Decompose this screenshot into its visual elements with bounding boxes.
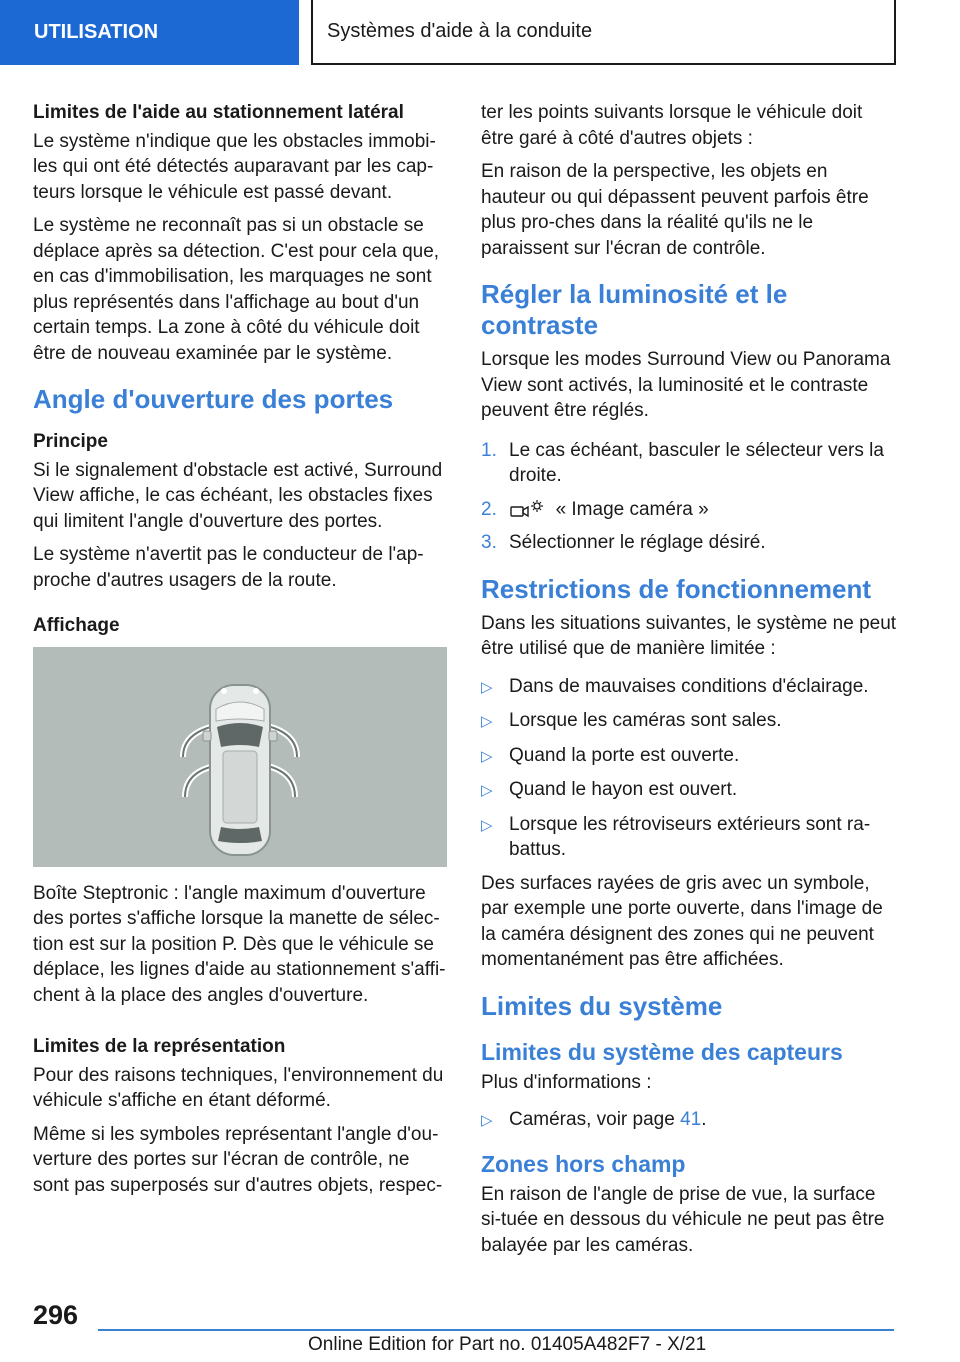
list-item — [481, 674, 897, 701]
list-item — [481, 708, 897, 735]
steps-list — [481, 438, 897, 556]
paragraph: Des surfaces rayées de gris avec un symbole, par exemple une porte ouverte, dans l'image de la caméra désignent des zones qui ne peuvent momentanément pas être affichées. — [481, 872, 883, 970]
camera-settings-icon — [509, 499, 545, 519]
section-title: UTILISATION — [34, 21, 159, 43]
paragraph: Lorsque les modes Surround View ou Panorama View sont activés, la luminosité et le contraste peuvent être réglés. — [481, 349, 891, 421]
page-link[interactable]: 41 — [680, 1109, 702, 1130]
list-item-text: Lorsque les caméras sont sales. — [509, 710, 782, 731]
restrictions-list — [481, 674, 897, 863]
bullet-icon: ▷ — [481, 713, 493, 730]
list-item — [481, 438, 897, 489]
paragraph: Pour des raisons techniques, l'environnement du véhicule s'affiche en étant déformé. — [33, 1064, 444, 1111]
list-item-text: Quand le hayon est ouvert. — [509, 779, 738, 800]
punctuation: . — [701, 1109, 707, 1130]
step-text: Sélectionner le réglage désiré. — [509, 532, 766, 553]
paragraph: Le système ne reconnaît pas si un obstacle se déplace après sa détection. C'est pour cela que, en cas d'immobilisation, les marquages ne sont plus représentés dans l'affichage au bout d'un certain temps. La zone à côté du véhicule doit être de nouveau examinée par le système. — [33, 215, 440, 364]
list-item — [481, 497, 897, 523]
heading-sensor-limits: Limites du système des capteurs — [481, 1038, 843, 1065]
heading-principle: Principe — [33, 431, 108, 452]
heading-side-parking-limits: Limites de l'aide au stationnement latéral — [33, 102, 404, 123]
heading-brightness-contrast: Régler la luminosité et le contraste — [481, 279, 788, 340]
heading-blind-zones: Zones hors champ — [481, 1150, 686, 1177]
bullet-icon: ▷ — [481, 678, 493, 696]
list-item — [481, 530, 897, 556]
paragraph: Même si les symboles représentant l'angle d'ou-verture des portes sur l'écran de contrôle, ne sont pas superposés sur d'autres objets, respec- — [33, 1123, 443, 1196]
car-top-view-icon — [33, 647, 447, 867]
chapter-title: Systèmes d'aide à la conduite — [327, 20, 593, 42]
edition-note: Online Edition for Part no. 01405A482F7 - X/21 — [308, 1334, 707, 1355]
step-text: « Image caméra » — [555, 498, 709, 520]
bullet-icon: ▷ — [481, 747, 493, 765]
paragraph: En raison de la perspective, les objets en hauteur ou qui dépassent peuvent parfois être plus pro-ches dans la réalité qu'ils ne le paraissent sur l'écran de contrôle. — [481, 161, 869, 259]
heading-display: Affichage — [33, 615, 120, 636]
paragraph: ter les points suivants lorsque le véhicule doit être garé à côté d'autres objets : — [481, 102, 863, 149]
chapter-tab[interactable] — [311, 0, 896, 65]
section-tab[interactable] — [0, 0, 299, 65]
paragraph: Si le signalement d'obstacle est activé, Surround View affiche, le cas échéant, les obstacles fixes qui limitent l'angle d'ouverture des portes. — [33, 459, 443, 532]
list-item — [481, 777, 897, 804]
footer-divider — [98, 1329, 894, 1331]
step-number: 1. — [481, 439, 497, 461]
paragraph: Boîte Steptronic : l'angle maximum d'ouverture des portes s'affiche lorsque la manette de sélec-tion est sur la position P. Dès que le véhicule se déplace, les lignes d'aide au stationnement s'affi-chent à la place des angles d'ouverture. — [33, 882, 446, 1006]
step-text: Le cas échéant, basculer le sélecteur vers la droite. — [509, 439, 884, 486]
paragraph: En raison de l'angle de prise de vue, la surface si-tuée en dessous du véhicule ne peut pas être balayée par les caméras. — [481, 1183, 885, 1256]
step-number: 2. — [481, 498, 497, 520]
step-number: 3. — [481, 532, 497, 553]
paragraph: Plus d'informations : — [481, 1071, 652, 1093]
bullet-icon: ▷ — [481, 782, 493, 799]
heading-system-limits: Limites du système — [481, 990, 723, 1021]
left-column — [33, 100, 449, 1206]
bullet-icon: ▷ — [481, 816, 493, 834]
door-angle-illustration — [33, 647, 447, 867]
heading-door-angle: Angle d'ouverture des portes — [33, 384, 394, 414]
list-item — [481, 743, 897, 770]
heading-representation-limits: Limites de la représentation — [33, 1036, 286, 1057]
right-column — [481, 100, 897, 1266]
list-item-text: Quand la porte est ouverte. — [509, 744, 740, 766]
list-item-text: Lorsque les rétroviseurs extérieurs sont ra-battus. — [509, 813, 871, 860]
list-item — [481, 1107, 897, 1134]
page-number: 296 — [33, 1300, 79, 1330]
heading-restrictions: Restrictions de fonctionnement — [481, 573, 872, 604]
bullet-icon: ▷ — [481, 1112, 493, 1129]
reference-text: Caméras, voir page — [509, 1109, 681, 1130]
paragraph: Le système n'avertit pas le conducteur de l'ap-proche d'autres usagers de la route. — [33, 544, 424, 591]
list-item-text: Dans de mauvaises conditions d'éclairage. — [509, 675, 869, 697]
list-item — [481, 812, 897, 863]
paragraph: Dans les situations suivantes, le système ne peut être utilisé que de manière limitée : — [481, 612, 897, 659]
paragraph: Le système n'indique que les obstacles immobi-les qui ont été détectés auparavant par les cap-teurs lorsque le véhicule est passé devant. — [33, 130, 436, 203]
